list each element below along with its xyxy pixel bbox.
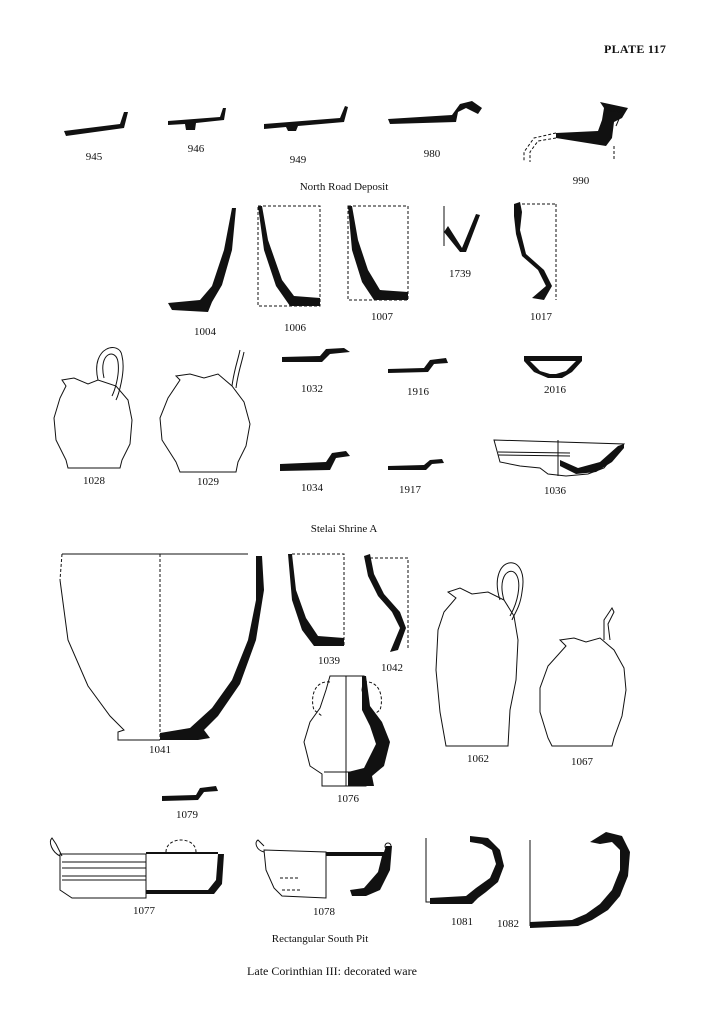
label-2016: 2016 (544, 384, 566, 396)
profile-990 (524, 102, 628, 162)
profile-1082 (530, 832, 630, 928)
jug-1062 (436, 563, 523, 746)
profile-1017 (514, 202, 556, 300)
plate-title: PLATE 117 (604, 42, 667, 56)
profile-1034 (280, 451, 350, 471)
bowl-1036 (494, 440, 624, 476)
label-990: 990 (572, 175, 590, 187)
label-1067: 1067 (571, 756, 593, 768)
section-rectangular-south-pit: Rectangular South Pit (271, 933, 369, 945)
label-1079: 1079 (176, 809, 198, 821)
label-1042: 1042 (381, 662, 403, 674)
profile-1916 (388, 358, 448, 373)
label-1078: 1078 (313, 906, 335, 918)
profile-1081 (426, 836, 504, 904)
label-1029: 1029 (197, 476, 219, 488)
profile-946 (168, 108, 226, 130)
label-1076: 1076 (337, 793, 359, 805)
amphora-1076 (304, 676, 390, 786)
label-1036: 1036 (544, 485, 566, 497)
profile-1006 (258, 206, 320, 306)
label-1006: 1006 (284, 322, 306, 334)
label-1739: 1739 (449, 268, 471, 280)
label-1034: 1034 (301, 482, 323, 494)
jug-1028 (54, 348, 132, 468)
profile-949 (264, 106, 348, 131)
jug-1029 (160, 350, 250, 472)
label-1032: 1032 (301, 383, 323, 395)
section-stelai-shrine-a: Stelai Shrine A (310, 523, 378, 535)
label-1007: 1007 (371, 311, 393, 323)
jug-1067 (540, 608, 626, 746)
label-1916: 1916 (407, 386, 429, 398)
profile-1007 (348, 206, 408, 300)
label-1041: 1041 (149, 744, 171, 756)
profile-1032 (282, 348, 350, 362)
label-1062: 1062 (467, 753, 489, 765)
profile-1004 (168, 208, 236, 312)
label-1081: 1081 (451, 916, 473, 928)
label-945: 945 (85, 151, 103, 163)
label-1039: 1039 (318, 655, 340, 667)
label-980: 980 (423, 148, 441, 160)
pyxis-1077 (50, 838, 224, 898)
label-1082: 1082 (497, 918, 519, 930)
label-1017: 1017 (530, 311, 552, 323)
vessel-1041 (60, 554, 264, 740)
profile-980 (388, 101, 482, 124)
profile-1917 (388, 459, 444, 470)
bowl-1078 (256, 840, 392, 898)
profile-1739 (444, 206, 480, 252)
profile-1079 (162, 786, 218, 801)
label-1077: 1077 (133, 905, 155, 917)
profile-2016 (524, 356, 582, 378)
profile-945 (64, 112, 128, 136)
label-949: 949 (289, 154, 307, 166)
label-1917: 1917 (399, 484, 421, 496)
label-1028: 1028 (83, 475, 105, 487)
label-1004: 1004 (194, 326, 216, 338)
label-946: 946 (187, 143, 205, 155)
profile-1039 (288, 554, 344, 646)
plate-caption: Late Corinthian III: decorated ware (247, 964, 417, 978)
section-north-road-deposit: North Road Deposit (299, 181, 389, 193)
profile-1042 (364, 554, 408, 652)
